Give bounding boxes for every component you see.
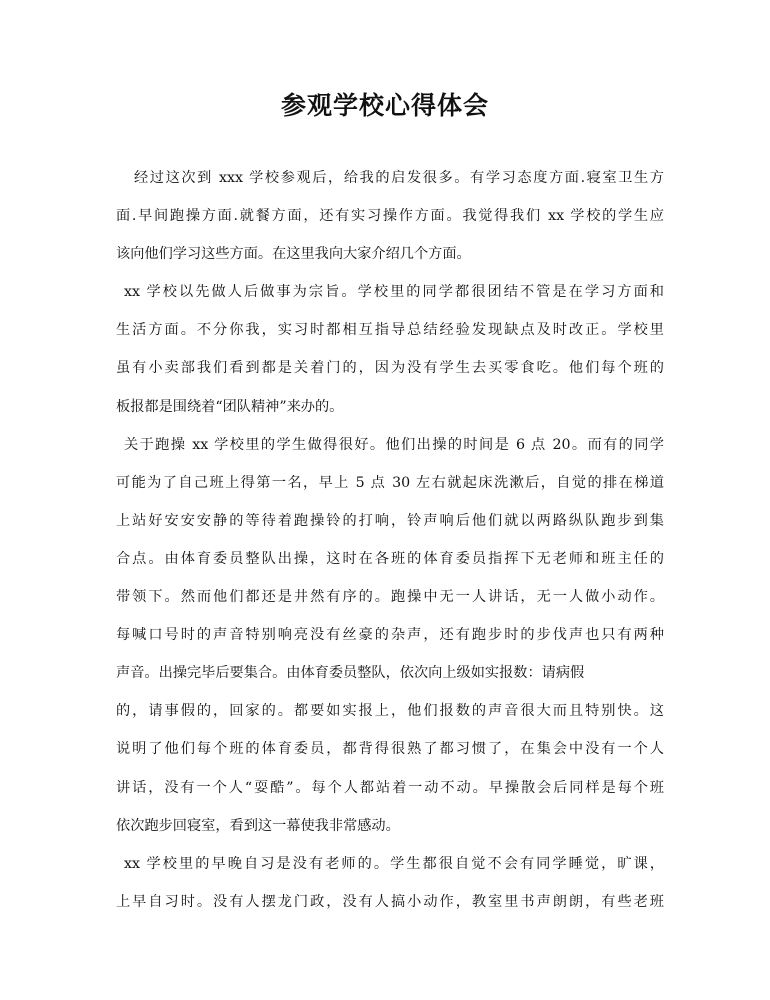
paragraph-2-line-1: xx 学校以先做人后做事为宗旨。学校里的同学都很团结不管是在学习方面和 <box>124 284 664 301</box>
paragraph-3-line-4: 合点。由体育委员整队出操，这时在各班的体育委员指挥下无老师和班主任的 <box>116 550 664 567</box>
paragraph-3-line-9: 说明了他们每个班的体育委员，都背得很熟了都习惯了，在集会中没有一个人 <box>116 741 664 758</box>
paragraph-3-line-3: 上站好安安安静的等待着跑操铃的打响，铃声响后他们就以两路纵队跑步到集 <box>116 512 664 529</box>
paragraph-3-line-8: 的，请事假的，回家的。都要如实报上，他们报数的声音很大而且特别快。这 <box>116 703 664 720</box>
paragraph-2-line-2: 生活方面。不分你我，实习时都相互指导总结经验发现缺点及时改正。学校里 <box>116 322 664 339</box>
paragraph-3-line-6: 每喊口号时的声音特别响亮没有丝豪的杂声，还有跑步时的步伐声也只有两种 <box>116 627 664 644</box>
paragraph-1-line-1: 经过这次到 xxx 学校参观后，给我的启发很多。有学习态度方面.寝室卫生方 <box>134 170 664 186</box>
paragraph-4-line-1: xx 学校里的早晚自习是没有老师的。学生都很自觉不会有同学睡觉，旷课， <box>124 855 664 872</box>
paragraph-1-line-3: 该向他们学习这些方面。在这里我向大家介绍几个方面。 <box>116 246 471 263</box>
paragraph-1-line-2: 面.早间跑操方面.就餐方面，还有实习操作方面。我觉得我们 xx 学校的学生应 <box>116 208 664 225</box>
document-body <box>116 165 664 927</box>
paragraph-2-line-4: 板报都是围绕着“团队精神”来办的。 <box>116 398 344 415</box>
paragraph-2-line-3: 虽有小卖部我们看到都是关着门的，因为没有学生去买零食吃。他们每个班的 <box>116 360 664 377</box>
paragraph-3-line-1: 关于跑操 xx 学校里的学生做得很好。他们出操的时间是 6 点 20。而有的同学 <box>124 436 664 453</box>
paragraph-3-line-7: 声音。出操完毕后要集合。由体育委员整队，依次向上级如实报数：请病假 <box>116 665 585 682</box>
paragraph-3-line-10: 讲话，没有一个人“耍酷”。每个人都站着一动不动。早操散会后同样是每个班 <box>116 779 664 796</box>
paragraph-3-line-11: 依次跑步回寝室，看到这一幕使我非常感动。 <box>116 817 400 834</box>
paragraph-4-line-2: 上早自习时。没有人摆龙门政，没有人搞小动作，教室里书声朗朗，有些老班 <box>116 893 664 910</box>
paragraph-3-line-2: 可能为了自己班上得第一名，早上 5 点 30 左右就起床洗漱后，自觉的排在梯道 <box>116 474 664 491</box>
paragraph-3-line-5: 带领下。然而他们都还是井然有序的。跑操中无一人讲话，无一人做小动作。 <box>116 589 664 606</box>
document-title: 参观学校心得体会 <box>280 91 489 120</box>
